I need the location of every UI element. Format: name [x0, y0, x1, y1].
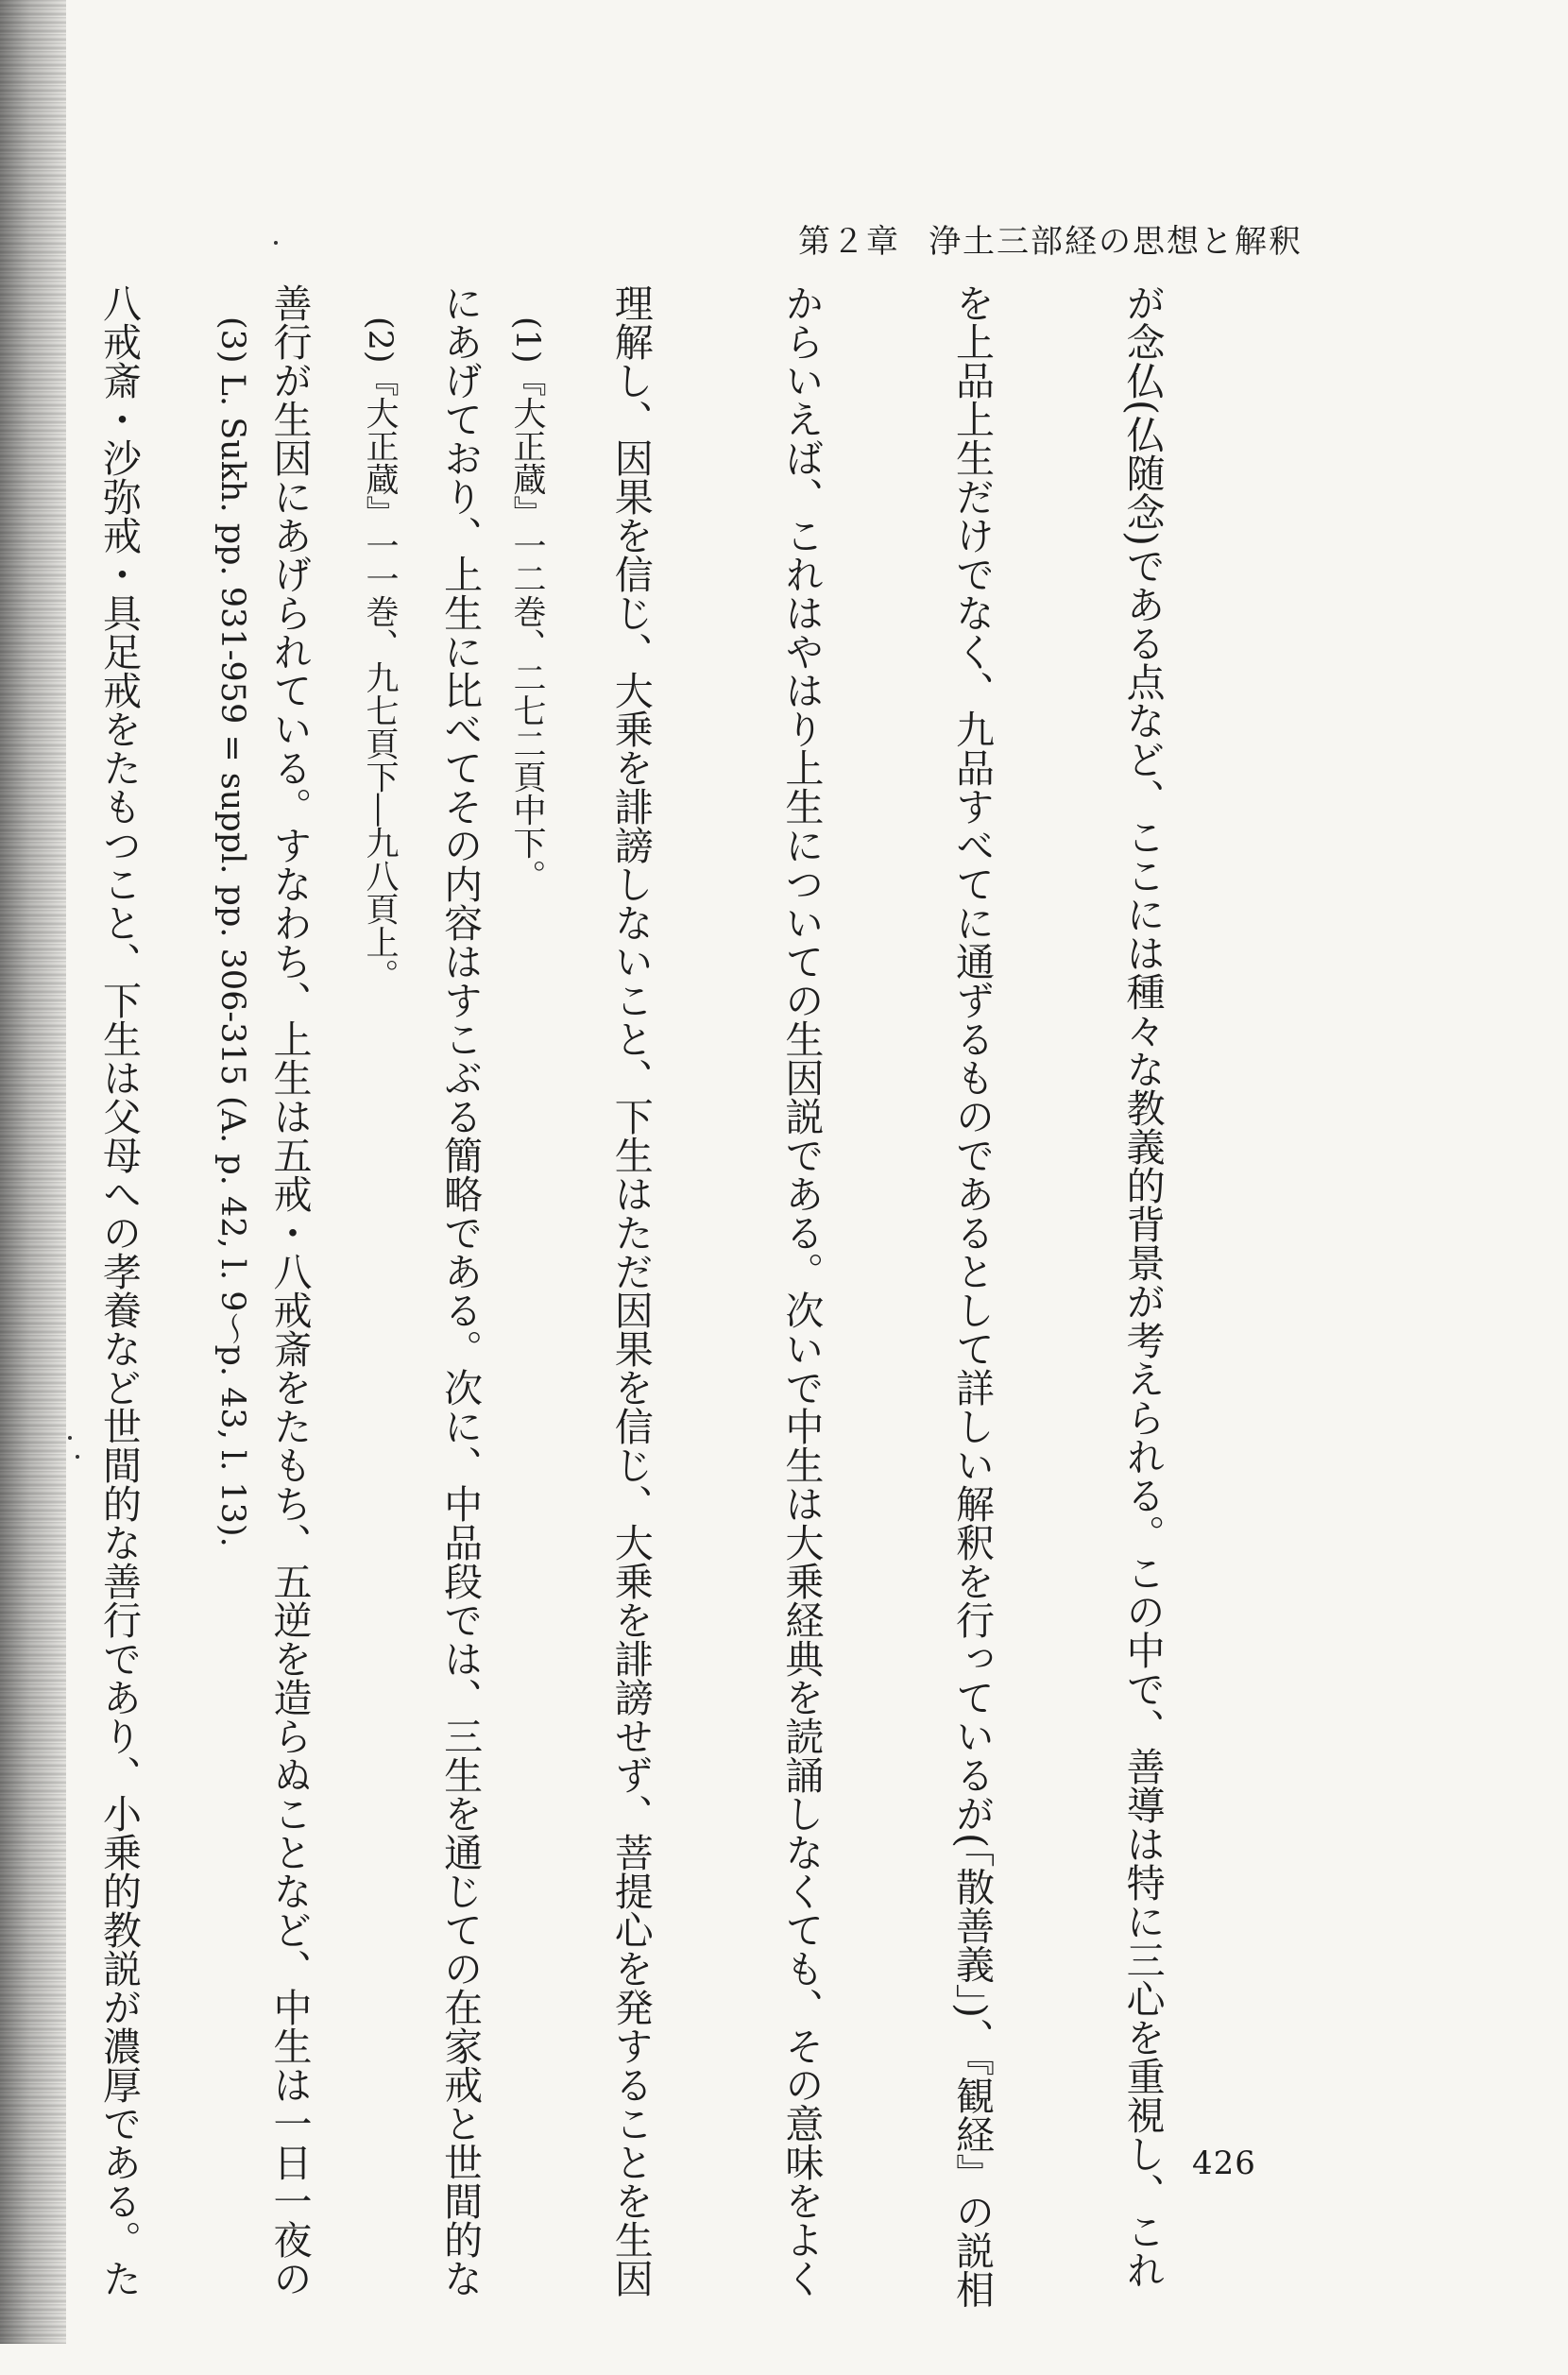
footnote: (2)『大正蔵』一一巻、九七頁下―九八頁上。	[361, 316, 399, 992]
body-line: 八戒斎・沙弥戒・具足戒をたもつこと、下生は父母への孝養など世間的な善行であり、小乗的教説が濃厚である。た	[95, 283, 142, 2298]
footnote: (1)『大正蔵』一二巻、二七二頁中下。	[508, 316, 546, 893]
scan-speck	[274, 241, 278, 245]
footnotes	[159, 316, 650, 1922]
body-line: 善行が生因にあげられている。すなわち、上生は五戒・八戒斎をたもち、五逆を造らぬことなど、中生は一日一夜の	[266, 283, 313, 2298]
page-number: 426	[1192, 2144, 1256, 2182]
body-line: を上品上生だけでなく、九品すべてに通ずるものであるとして詳しい解釈を行っているが(「散善義」)、『観経』の説相	[948, 283, 995, 2309]
scan-speck	[68, 1436, 72, 1440]
running-head	[798, 215, 1303, 262]
body-line: が念仏(仏随念)である点など、ここには種々な教義的背景が考えられる。この中で、善導は特に三心を重視し、これ	[1119, 283, 1166, 2289]
footnote: (3) L. Sukh. pp. 931-959 = suppl. pp. 306-315 (A. p. 42, l. 9〜p. 43, l. 13).	[213, 316, 251, 1547]
scan-speck	[76, 1455, 79, 1459]
chapter-number: 第２章	[798, 223, 900, 261]
body-line: 理解し、因果を信じ、大乗を誹謗しないこと、下生はただ因果を信じ、大乗を誹謗せず、菩提心を発することを生因	[607, 283, 654, 2298]
body-line: からいえば、これはやはり上生についての生因説である。次いで中生は大乗経典を読誦しなくても、その意味をよく	[778, 283, 825, 2298]
body-line: にあげており、上生に比べてその内容はすこぶる簡略である。次に、中品段では、三生を通じての在家戒と世間的な	[437, 283, 484, 2298]
chapter-title: 浄土三部経の思想と解釈	[929, 223, 1303, 261]
